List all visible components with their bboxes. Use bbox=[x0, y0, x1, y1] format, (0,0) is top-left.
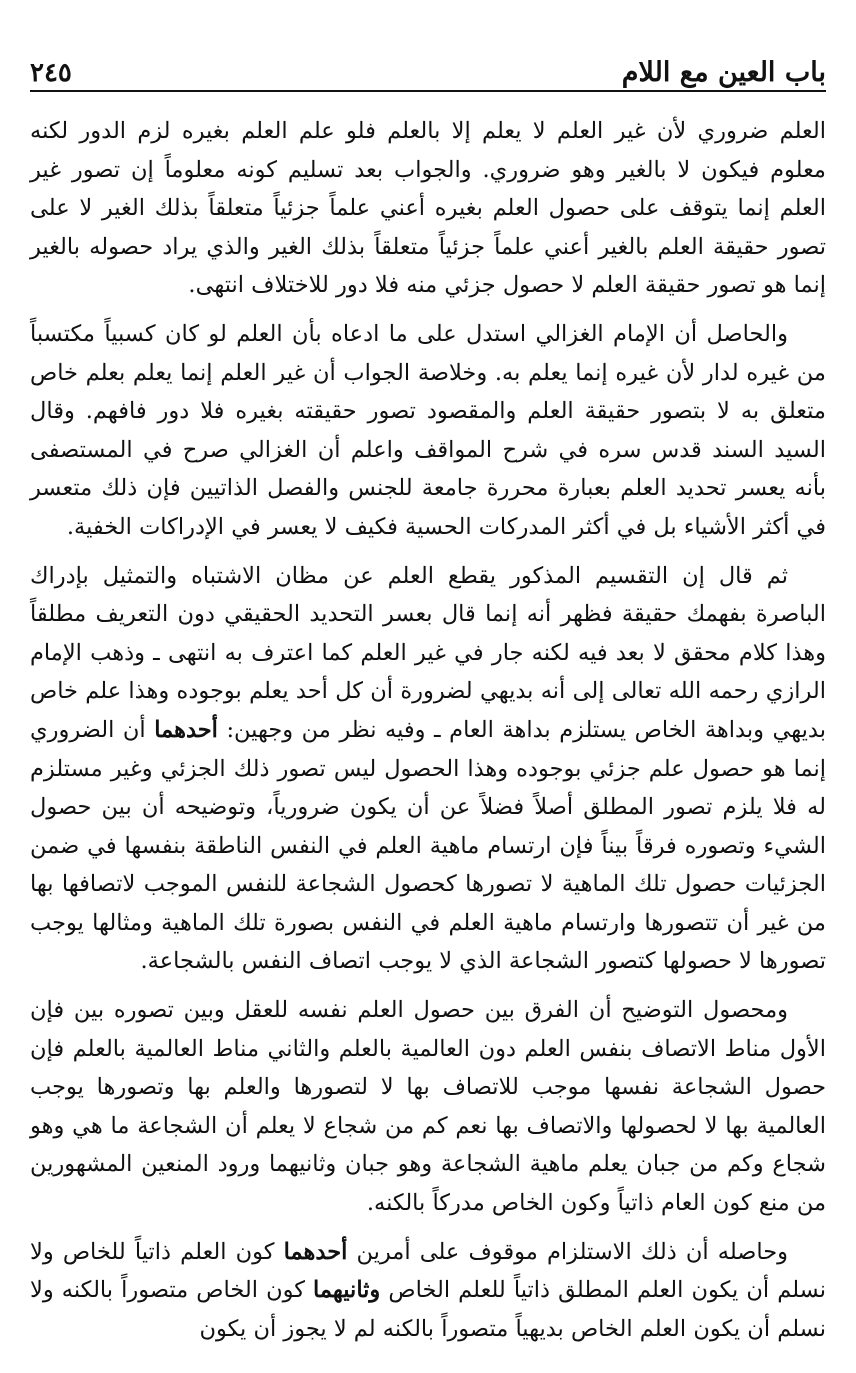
paragraph bbox=[30, 991, 826, 1223]
bold-term: أحدهما bbox=[154, 716, 218, 743]
paragraph-text: كون الخاص متصوراً بالكنه ولا نسلم أن يكون العلم الخاص بديهياً متصوراً بالكنه لم لا يجوز أن يكون bbox=[30, 1277, 826, 1342]
paragraph bbox=[30, 557, 826, 982]
page-number: ٢٤٥ bbox=[30, 58, 72, 88]
paragraph bbox=[30, 1233, 826, 1349]
paragraph bbox=[30, 315, 826, 547]
page-body bbox=[30, 112, 826, 1358]
paragraph-text: العلم ضروري لأن غير العلم لا يعلم إلا بالعلم فلو علم العلم بغيره لزم الدور لكنه معلوم فيكون لا بالغير وهو ضروري. والجواب بعد تسليم كونه معلوماً إن تصور غير العلم إنما يتوقف على حصول العلم بغيره أعني علماً جزئياً متعلقاً بذلك الغير لا على تصور حقيقة العلم بالغير أعني علماً جزئياً متعلقاً بذلك الغير والذي يراد حصوله بالغير إنما هو تصور حقيقة العلم لا حصول جزئي منه فلا دور للاختلاف انتهى. bbox=[30, 118, 826, 299]
page-header bbox=[30, 40, 826, 92]
paragraph-text: ومحصول التوضيح أن الفرق بين حصول العلم نفسه للعقل وبين تصوره بين فإن الأول مناط الاتصاف بنفس العلم دون العالمية بالعلم والثاني مناط العالمية بالعلم فإن حصول الشجاعة نفسها موجب للاتصاف بها لا لتصورها والعلم بها وتصورها يوجب العالمية بها لا لحصولها والاتصاف بها نعم كم من شجاع لا يعلم أن الشجاعة ما هي وهو شجاع وكم من جبان يعلم ماهية الشجاعة وهو جبان وثانيهما ورود المنعين المشهورين من منع كون العام ذاتياً وكون الخاص مدركاً بالكنه. bbox=[30, 997, 826, 1217]
paragraph-text: ثم قال إن التقسيم المذكور يقطع العلم عن مظان الاشتباه والتمثيل بإدراك الباصرة بفهمك حقيقة فظهر أنه إنما قال بعسر التحديد الحقيقي دون التعريف مطلقاً وهذا كلام محقق لا بعد فيه لكنه جار في غير العلم كما اعترف به انتهى ـ وذهب الإمام الرازي رحمه الله تعالى إلى أنه بديهي لضرورة أن كل أحد يعلم بوجوده وهذا علم خاص بديهي وبداهة الخاص يستلزم بداهة العام ـ وفيه نظر من وجهين: bbox=[30, 562, 826, 743]
paragraph-text: كون العلم ذاتياً للخاص ولا نسلم أن يكون العلم المطلق ذاتياً للعلم الخاص bbox=[30, 1238, 826, 1304]
running-title: باب العين مع اللام bbox=[621, 57, 826, 88]
paragraph-text: وحاصله أن ذلك الاستلزام موقوف على أمرين bbox=[347, 1238, 789, 1265]
bold-term: وثانيهما bbox=[313, 1277, 381, 1304]
bold-term: أحدهما bbox=[283, 1238, 348, 1265]
paragraph-text: أن الضروري إنما هو حصول علم جزئي بوجوده وهذا الحصول ليس تصور ذلك الجزئي وغير مستلزم له فلا يلزم تصور المطلق أصلاً فضلاً عن أن يكون ضرورياً، وتوضيحه أن بين حصول الشيء وتصوره فرقاً بيناً فإن ارتسام ماهية العلم في النفس الناطقة بنفسها في ضمن الجزئيات حصول تلك الماهية لا تصورها كحصول الشجاعة للنفس الموجب لاتصافها بها من غير أن تتصورها وارتسام ماهية العلم في النفس بصورة تلك الماهية ومثالها يوجب تصورها لا حصولها كتصور الشجاعة الذي لا يوجب اتصاف النفس بالشجاعة. bbox=[30, 716, 826, 975]
paragraph bbox=[30, 112, 826, 305]
paragraph-text: والحاصل أن الإمام الغزالي استدل على ما ادعاه بأن العلم لو كان كسبياً مكتسباً من غيره لدار لأن غيره إنما يعلم به. وخلاصة الجواب أن غير العلم إنما يعلم بعلم خاص متعلق به لا بتصور حقيقة العلم والمقصود تصور حقيقته بغيره فلا دور فافهم. وقال السيد السند قدس سره في شرح المواقف واعلم أن الغزالي صرح في المستصفى بأنه يعسر تحديد العلم بعبارة محررة جامعة للجنس والفصل الذاتيين فإن ذلك متعسر في أكثر الأشياء بل في أكثر المدركات الحسية فكيف لا يعسر في الإدراكات الخفية. bbox=[30, 320, 826, 540]
